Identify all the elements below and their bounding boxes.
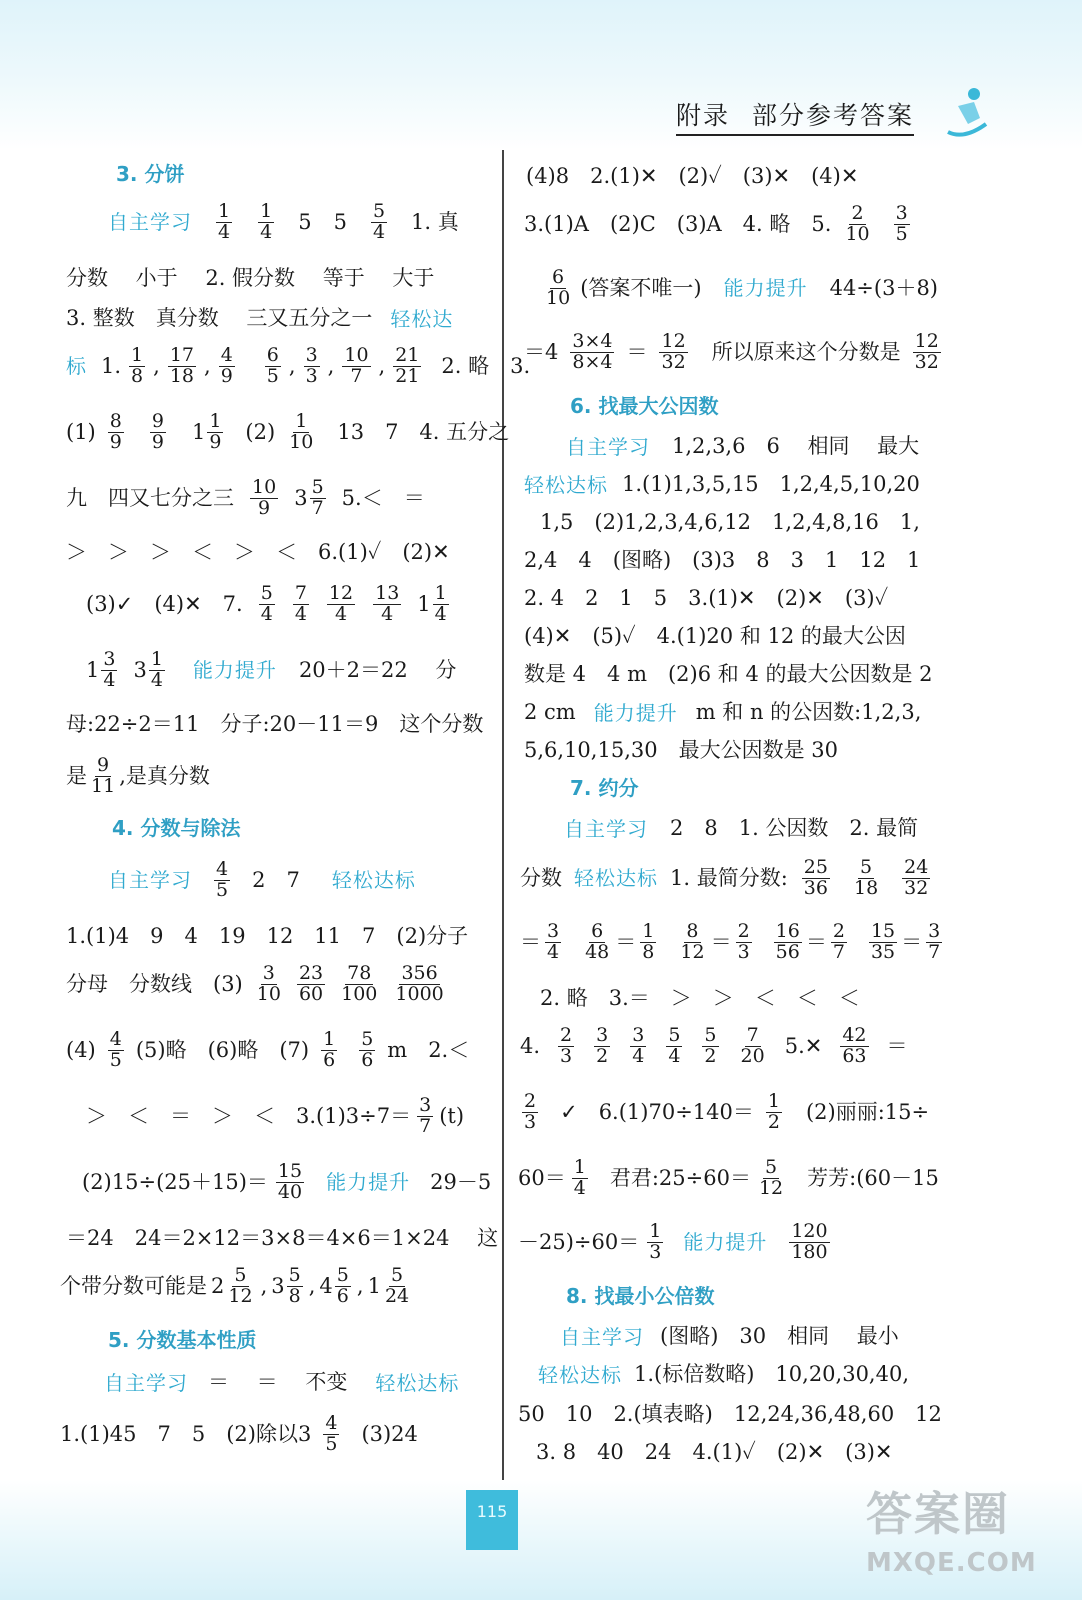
watermark-url: MXQE.COM bbox=[866, 1548, 1037, 1578]
answer-line: 1.(1)4 9 4 19 12 11 7 (2)分子 bbox=[66, 924, 469, 948]
fraction: $\frac{3}{4}$ bbox=[547, 920, 560, 963]
fraction: $\frac{2}{3}$ bbox=[737, 920, 750, 963]
fraction: $\frac{5}{4}$ bbox=[372, 200, 386, 243]
fraction: $\frac{3}{3}$ bbox=[305, 344, 318, 387]
page-header bbox=[676, 96, 914, 136]
mixed-number: 4 $\frac{5}{6}$ bbox=[319, 1264, 349, 1307]
section-title-8: 8. 找最小公倍数 bbox=[566, 1284, 715, 1308]
answer-line: 50 10 2.(填表略) 12,24,36,48,60 12 bbox=[518, 1402, 942, 1426]
answer-line: ＝24 24＝2×12＝3×8＝4×6＝1×24 这 bbox=[66, 1226, 499, 1250]
fraction: $\frac{12}{32}$ bbox=[914, 330, 939, 373]
fraction: $\frac{9}{11}$ bbox=[91, 754, 116, 797]
answer-line: 个带分数可能是 2 $\frac{5}{12}$ , 3 $\frac{5}{8}$ , 4 $\frac{5}{6}$ , 1 $\frac{5}{24}$ bbox=[60, 1266, 413, 1307]
fraction: $\frac{1}{4}$ bbox=[218, 200, 231, 243]
fraction: $\frac{4}{9}$ bbox=[220, 344, 233, 387]
answer-line: 4. $\frac{2}{3}$ $\frac{3}{2}$ $\frac{3}{4}$ $\frac{5}{4}$ $\frac{5}{2}$ $\frac{7}{20}$ 5.✕ $\frac{42}{63}$ ＝ bbox=[520, 1024, 908, 1067]
mixed-number: 1 $\frac{5}{24}$ bbox=[367, 1264, 410, 1307]
fraction: $\frac{12}{32}$ bbox=[661, 330, 686, 373]
fraction: $\frac{4}{5}$ bbox=[109, 1028, 122, 1071]
fraction: $\frac{7}{4}$ bbox=[294, 582, 307, 625]
fraction: $\frac{23}{60}$ bbox=[298, 962, 324, 1005]
answer-line: 2,4 4 (图略) (3)3 8 3 1 12 1 bbox=[524, 548, 921, 572]
page-number: 115 bbox=[466, 1490, 518, 1550]
fraction: $\frac{10}{9}$ bbox=[252, 476, 277, 519]
fraction: $\frac{6}{48}$ bbox=[585, 920, 610, 963]
mixed-number: 3 $\frac{1}{4}$ bbox=[133, 648, 163, 691]
fraction: $\frac{1}{10}$ bbox=[289, 410, 314, 453]
answer-line: (4)8 2.(1)✕ (2)✓ (3)✕ (4)✕ bbox=[526, 164, 859, 188]
answer-line: 自主学习 $\frac{4}{5}$ 2 7 轻松达标 bbox=[108, 858, 416, 901]
fraction: $\frac{2}{7}$ bbox=[832, 920, 845, 963]
answer-line: 3. 8 40 24 4.(1)✓ (2)✕ (3)✕ bbox=[536, 1440, 893, 1464]
fraction: $\frac{16}{56}$ bbox=[775, 920, 800, 963]
answer-line: 轻松达标 1.(标倍数略) 10,20,30,40, bbox=[538, 1362, 910, 1387]
fraction: $\frac{3}{5}$ bbox=[895, 202, 908, 245]
section-title-5: 5. 分数基本性质 bbox=[108, 1328, 257, 1352]
fraction: $\frac{4}{5}$ bbox=[216, 858, 229, 901]
fraction: $\frac{2}{3}$ bbox=[524, 1090, 537, 1133]
fraction: $\frac{1}{6}$ bbox=[323, 1028, 336, 1071]
watermark-logo bbox=[866, 1478, 1066, 1594]
watermark-text: 答案圈 bbox=[866, 1487, 1010, 1541]
answer-line: 标 1. $\frac{1}{8}$ , $\frac{17}{18}$ , $\frac{4}{9}$ $\frac{6}{5}$ , $\frac{3}{3}$ , $\frac{10}{7}$ , $\frac{21}{21}$ 2. 略 3. bbox=[66, 344, 531, 387]
fraction: $\frac{2}{3}$ bbox=[560, 1024, 573, 1067]
answer-line: 分数 轻松达标 1. 最简分数: $\frac{25}{36}$ $\frac{5}{18}$ $\frac{24}{32}$ bbox=[520, 856, 929, 899]
fraction: $\frac{1}{2}$ bbox=[767, 1090, 780, 1133]
fraction: $\frac{13}{4}$ bbox=[375, 582, 400, 625]
fraction: $\frac{120}{180}$ bbox=[791, 1220, 828, 1263]
answer-line: 1 $\frac{3}{4}$ 3 $\frac{1}{4}$ 能力提升 20＋2＝22 分 bbox=[86, 648, 457, 691]
fraction: $\frac{5}{2}$ bbox=[704, 1024, 717, 1067]
fraction: $\frac{8}{9}$ bbox=[109, 410, 122, 453]
fraction: $\frac{15}{40}$ bbox=[277, 1160, 303, 1203]
mixed-number: 3 $\frac{5}{8}$ bbox=[271, 1264, 301, 1307]
fraction: $\frac{1}{4}$ bbox=[260, 200, 273, 243]
fraction: $\frac{3\times 4}{8\times 4}$ bbox=[572, 330, 613, 373]
fraction: $\frac{3}{2}$ bbox=[596, 1024, 609, 1067]
fraction: $\frac{356}{1000}$ bbox=[395, 962, 444, 1005]
answer-line: 1.(1)45 7 5 (2)除以3 $\frac{4}{5}$ (3)24 bbox=[60, 1412, 418, 1455]
fraction: $\frac{10}{7}$ bbox=[344, 344, 369, 387]
answer-line: 自主学习 2 8 1. 公因数 2. 最简 bbox=[564, 816, 919, 841]
fraction: $\frac{6}{5}$ bbox=[266, 344, 279, 387]
mixed-number: 1 $\frac{3}{4}$ bbox=[86, 648, 116, 691]
answer-line: 自主学习 (图略) 30 相同 最小 bbox=[560, 1324, 899, 1349]
fraction: $\frac{5}{12}$ bbox=[758, 1156, 784, 1199]
fraction: $\frac{12}{4}$ bbox=[328, 582, 354, 625]
answer-line: 自主学习 ＝ ＝ 不变 轻松达标 bbox=[104, 1370, 460, 1395]
fraction: $\frac{17}{18}$ bbox=[169, 344, 195, 387]
fraction: $\frac{78}{100}$ bbox=[341, 962, 378, 1005]
answer-line: 分数 小于 2. 假分数 等于 大于 bbox=[66, 266, 435, 290]
fraction: $\frac{3}{4}$ bbox=[632, 1024, 645, 1067]
answer-line: ＞ ＜ ＝ ＞ ＜ 3.(1)3÷7＝ $\frac{3}{7}$ (t) bbox=[86, 1094, 465, 1137]
answer-line: (1) $\frac{8}{9}$ $\frac{9}{9}$ 1 $\frac{1}{9}$ (2) $\frac{1}{10}$ 13 7 4. 五分之 bbox=[66, 410, 510, 453]
fraction: $\frac{25}{36}$ bbox=[803, 856, 828, 899]
fraction: $\frac{6}{10}$ bbox=[546, 266, 571, 309]
label-self-study: 自主学习 bbox=[108, 210, 192, 235]
answer-line: 60＝ $\frac{1}{4}$ 君君:25÷60＝ $\frac{5}{12}$ 芳芳:(60－15 bbox=[518, 1156, 939, 1199]
fraction: $\frac{1}{8}$ bbox=[131, 344, 144, 387]
answer-line: 2. 4 2 1 5 3.(1)✕ (2)✕ (3)✓ bbox=[524, 586, 889, 610]
label-ability: 能力提升 bbox=[192, 658, 277, 683]
fraction: $\frac{3}{7}$ bbox=[419, 1094, 432, 1137]
fraction: $\frac{7}{20}$ bbox=[740, 1024, 765, 1067]
answer-line: (3)✓ (4)✕ 7. $\frac{5}{4}$ $\frac{7}{4}$ $\frac{12}{4}$ $\frac{13}{4}$ 1 $\frac{1}{4}$ bbox=[86, 584, 451, 625]
answer-line: 5,6,10,15,30 最大公因数是 30 bbox=[524, 738, 838, 762]
answer-line: 自主学习 1,2,3,6 6 相同 最大 bbox=[566, 434, 920, 459]
header-appendix: 附录 bbox=[675, 101, 730, 130]
answer-line: $\frac{2}{3}$ ✓ 6.(1)70÷140＝ $\frac{1}{2}$ (2)丽丽:15÷ bbox=[524, 1090, 930, 1133]
fraction: $\frac{2}{10}$ bbox=[845, 202, 870, 245]
section-title-4: 4. 分数与除法 bbox=[112, 816, 241, 840]
skier-icon bbox=[944, 84, 988, 144]
fraction: $\frac{21}{21}$ bbox=[395, 344, 420, 387]
top-decorative-band bbox=[0, 0, 1082, 150]
mixed-number: 1 $\frac{1}{9}$ bbox=[191, 410, 222, 453]
answer-line: $\frac{6}{10}$ (答案不唯一) 能力提升 44÷(3＋8) bbox=[546, 266, 939, 309]
fraction: $\frac{3}{7}$ bbox=[928, 920, 941, 963]
fraction: $\frac{1}{8}$ bbox=[642, 920, 655, 963]
answer-line: 是 $\frac{9}{11}$ ,是真分数 bbox=[66, 754, 210, 797]
fraction: $\frac{9}{9}$ bbox=[151, 410, 164, 453]
mixed-number: 2 $\frac{5}{12}$ bbox=[211, 1264, 253, 1307]
answer-line: 3.(1)A (2)C (3)A 4. 略 5. $\frac{2}{10}$ $\frac{3}{5}$ bbox=[524, 202, 908, 245]
mixed-number: 3 $\frac{5}{7}$ bbox=[294, 476, 324, 519]
fraction: $\frac{1}{4}$ bbox=[573, 1156, 586, 1199]
answer-line: 分母 分数线 (3) $\frac{3}{10}$ $\frac{23}{60}$ $\frac{78}{100}$ $\frac{356}{1000}$ bbox=[66, 962, 444, 1005]
header-title: 部分参考答案 bbox=[751, 101, 914, 130]
fraction: $\frac{5}{4}$ bbox=[668, 1024, 681, 1067]
mixed-number: 1 $\frac{1}{4}$ bbox=[417, 582, 447, 625]
fraction: $\frac{4}{5}$ bbox=[325, 1412, 338, 1455]
answer-line: (4)✕ (5)✓ 4.(1)20 和 12 的最大公因 bbox=[524, 624, 906, 648]
fraction: $\frac{24}{32}$ bbox=[904, 856, 929, 899]
answer-line: 1,5 (2)1,2,3,4,6,12 1,2,4,8,16 1, bbox=[540, 510, 920, 534]
answer-line: －25)÷60＝ $\frac{1}{3}$ 能力提升 $\frac{120}{180}$ bbox=[518, 1220, 828, 1263]
answer-line: (2)15÷(25＋15)＝ $\frac{15}{40}$ 能力提升 29－5 bbox=[82, 1160, 492, 1203]
fraction: $\frac{5}{18}$ bbox=[853, 856, 879, 899]
answer-line: 母:22÷2＝11 分子:20－11＝9 这个分数 bbox=[66, 712, 484, 736]
answer-line: 3. 整数 真分数 三又五分之一 轻松达 bbox=[66, 306, 454, 331]
answer-line: 2 cm 能力提升 m 和 n 的公因数:1,2,3, bbox=[524, 700, 922, 725]
label-easy-standard: 轻松达 bbox=[390, 306, 454, 331]
fraction: $\frac{5}{6}$ bbox=[361, 1028, 374, 1071]
fraction: $\frac{5}{4}$ bbox=[260, 582, 273, 625]
answer-line: (4) $\frac{4}{5}$ (5)略 (6)略 (7) $\frac{1}{6}$ $\frac{5}{6}$ m 2.＜ bbox=[66, 1028, 470, 1071]
fraction: $\frac{42}{63}$ bbox=[842, 1024, 867, 1067]
section-title-7: 7. 约分 bbox=[570, 776, 639, 800]
fraction: $\frac{15}{35}$ bbox=[870, 920, 896, 963]
section-title-3: 3. 分饼 bbox=[116, 162, 185, 186]
answer-line: 2. 略 3.＝ ＞ ＞ ＜ ＜ ＜ bbox=[540, 986, 860, 1010]
fraction: $\frac{1}{3}$ bbox=[649, 1220, 662, 1263]
answer-line: 数是 4 4 m (2)6 和 4 的最大公因数是 2 bbox=[524, 662, 933, 686]
fraction: $\frac{3}{10}$ bbox=[256, 962, 281, 1005]
fraction: $\frac{8}{12}$ bbox=[680, 920, 705, 963]
answer-line: ＝4 $\frac{3\times 4}{8\times 4}$ ＝ $\frac{12}{32}$ 所以原来这个分数是 $\frac{12}{32}$ bbox=[524, 330, 939, 373]
answer-line: 九 四又七分之三 $\frac{10}{9}$ 3 $\frac{5}{7}$ 5.＜ ＝ bbox=[66, 476, 425, 519]
answer-line: ＝ $\frac{3}{4}$ $\frac{6}{48}$ ＝ $\frac{1}{8}$ $\frac{8}{12}$ ＝ $\frac{2}{3}$ $\frac{16}{56}$ ＝ $\frac{2}{7}$ $\frac{15}{35}$ ＝ $\frac{3}{7}$ bbox=[520, 920, 941, 963]
answer-line: ＞ ＞ ＞ ＜ ＞ ＜ 6.(1)✓ (2)✕ bbox=[66, 540, 450, 564]
answer-line: 轻松达标 1.(1)1,3,5,15 1,2,4,5,10,20 bbox=[524, 472, 920, 497]
answer-line: 自主学习 $\frac{1}{4}$ $\frac{1}{4}$ 5 5 $\frac{5}{4}$ 1. 真 bbox=[108, 200, 459, 243]
section-title-6: 6. 找最大公因数 bbox=[570, 394, 719, 418]
